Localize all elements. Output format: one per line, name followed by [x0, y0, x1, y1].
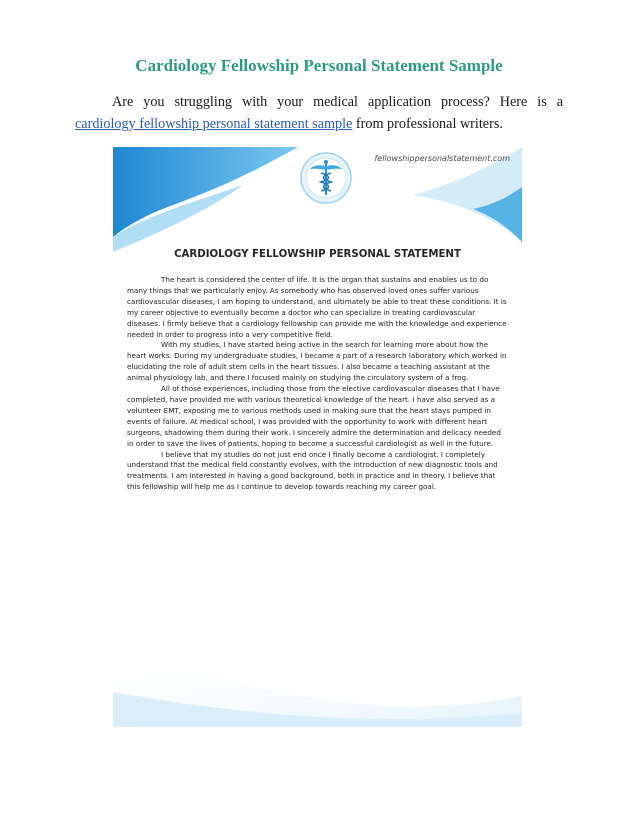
intro-paragraph — [75, 91, 563, 135]
document-title: Cardiology Fellowship Personal Statement Sample — [135, 56, 503, 75]
site-url: fellowshippersonalstatement.com — [374, 154, 510, 163]
sample-link[interactable]: cardiology fellowship personal statement sample — [75, 116, 353, 132]
statement-paragraph: All of those experiences, including those from the elective cardiovascular diseases that I have completed, have provided me with various theoretical knowledge of the heart. I have also served as a volunteer EMT, exposing me to various methods used in making sure that the heart stays pumped in events of failure. At medical school, I was provided with the opportunity to work with different heart surgeons, shadowing them during their work. I sincerely admire the determination and delicacy needed in order to save the lives of patients, hoping to become a successful cardiologist as well in the future. — [127, 384, 501, 448]
statement-paragraph: I believe that my studies do not just end once I finally become a cardiologist. I completely understand that the medical field constantly evolves, with the introduction of new diagnostic tools and treatments. I am interested in having a good background, both in practice and in theory. I believe that this fellowship will help me as I continue to develop towards reaching my career goal. — [127, 449, 498, 492]
statement-body — [127, 275, 509, 493]
intro-text-end: from professional writers. — [352, 116, 503, 132]
statement-paragraph: The heart is considered the center of life. It is the organ that sustains and enables us to do many things that we particularly enjoy. As somebody who has observed loved ones suffer various cardiovascular diseases, I am hoping to understand, and ultimately be able to treat these conditions. It is my career objective to eventually become a doctor who can specialize in treating cardiovascular diseases. I firmly believe that a cardiology fellowship can provide me with the knowledge and experience needed in order to progress into a very competitive field. — [127, 275, 507, 339]
sample-statement-image — [113, 147, 522, 727]
intro-text: Are you struggling with your medical application process? Here is a — [112, 94, 563, 110]
caduceus-icon — [299, 151, 353, 205]
statement-heading: CARDIOLOGY FELLOWSHIP PERSONAL STATEMENT — [174, 249, 461, 260]
statement-paragraph: With my studies, I have started being active in the search for learning more about how the heart works. During my undergraduate studies, I became a part of a research laboratory which worked in elucidating the role of adult stem cells in the heart tissues. I also became a teaching assistant at the animal physiology lab, and there I focused mainly on studying the circulatory system of a frog. — [127, 340, 507, 383]
